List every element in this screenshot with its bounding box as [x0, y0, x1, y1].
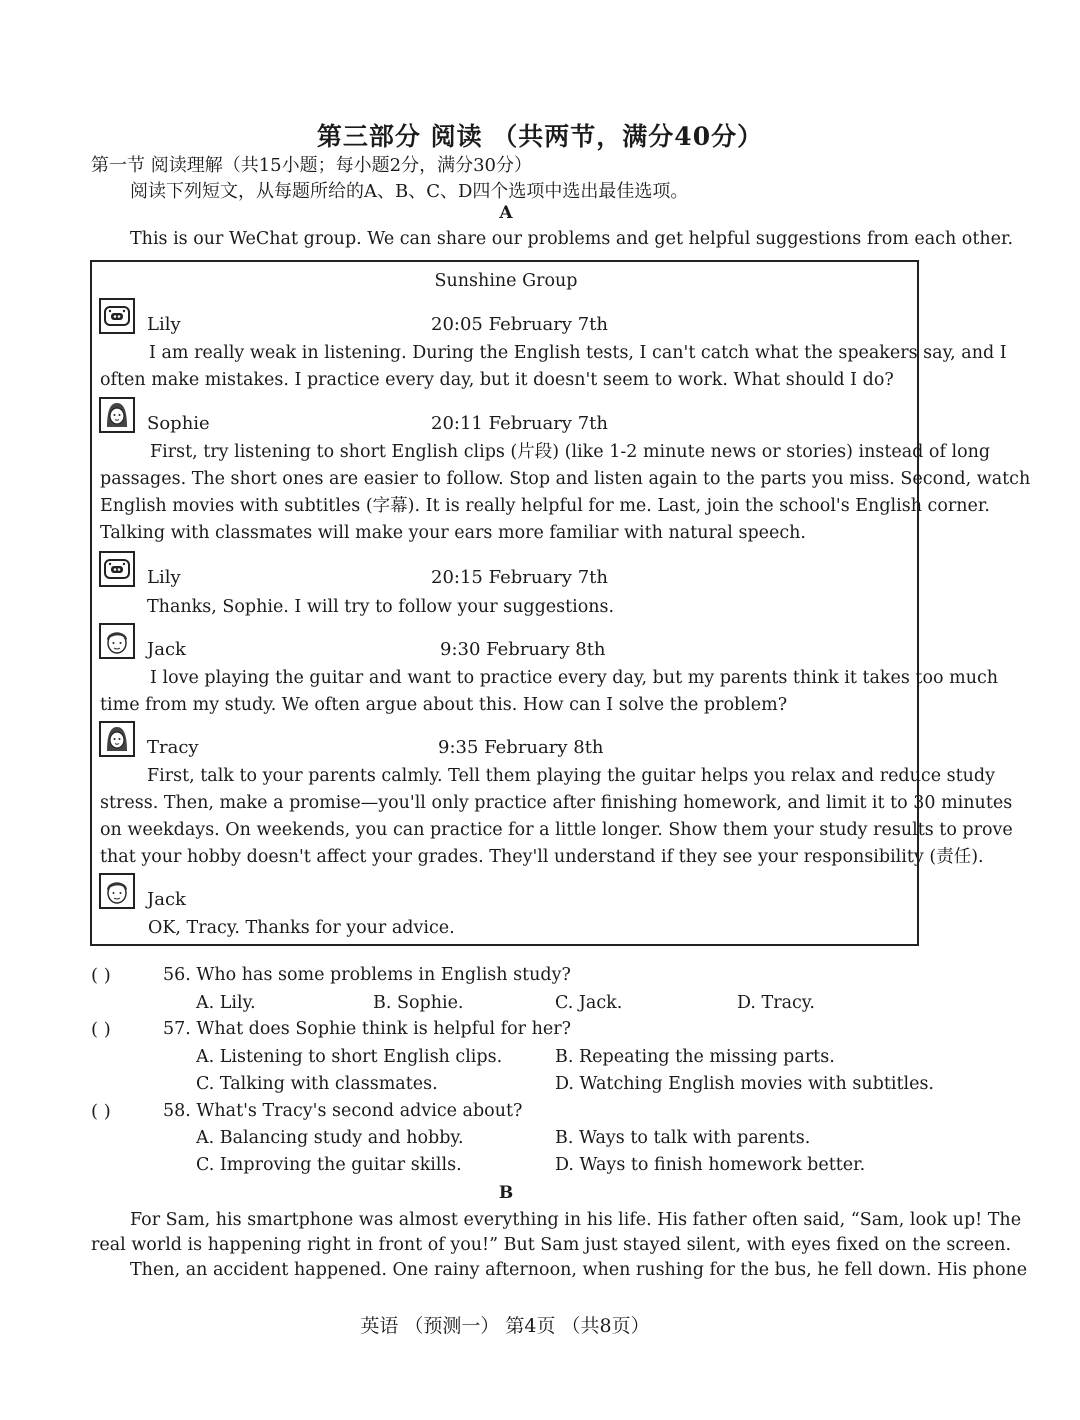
message-body	[100, 439, 1031, 547]
passage-a-letter: A	[499, 203, 513, 223]
option-a[interactable]: A. Lily.	[196, 993, 256, 1013]
chat-group-name: Sunshine Group	[434, 271, 578, 291]
option-d[interactable]: D. Tracy.	[737, 993, 815, 1013]
message-line: I love playing the guitar and want to practice every day, but my parents think it takes too much	[150, 668, 999, 688]
message-body	[100, 665, 999, 719]
passage-line: For Sam, his smartphone was almost everything in his life. His father often said, “Sam, look up! The	[130, 1210, 1022, 1230]
pig-avatar-icon	[99, 298, 135, 334]
option-b[interactable]: B. Ways to talk with parents.	[555, 1128, 811, 1148]
message-sender: Jack	[147, 889, 186, 910]
message-sender: Lily	[147, 314, 181, 335]
answer-blank[interactable]: ( )	[91, 1101, 111, 1122]
message-body	[100, 763, 1013, 871]
girl-avatar-icon	[99, 397, 135, 433]
question-stem: 58. What's Tracy's second advice about?	[163, 1101, 523, 1121]
option-c[interactable]: C. Talking with classmates.	[196, 1074, 438, 1094]
boy-avatar-icon	[99, 873, 135, 909]
section-title: 第三部分 阅读 （共两节，满分40分）	[316, 122, 764, 151]
answer-blank[interactable]: ( )	[91, 1019, 111, 1040]
passage-b-body	[91, 1208, 1028, 1283]
message-line: stress. Then, make a promise—you'll only practice after finishing homework, and limit it to 30 minutes	[100, 793, 1013, 813]
message-body	[100, 594, 912, 621]
pig-avatar-icon	[99, 551, 135, 587]
boy-avatar-icon	[99, 623, 135, 659]
option-a[interactable]: A. Listening to short English clips.	[196, 1047, 503, 1067]
passage-b-letter: B	[498, 1183, 514, 1203]
message-time: 9:30 February 8th	[440, 639, 606, 660]
message-line: that your hobby doesn't affect your grades. They'll understand if they see your responsibility (责任).	[100, 847, 984, 867]
message-time: 20:15 February 7th	[431, 567, 608, 588]
answer-blank[interactable]: ( )	[91, 965, 111, 986]
message-sender: Tracy	[147, 737, 199, 758]
message-line: time from my study. We often argue about this. How can I solve the problem?	[100, 695, 788, 715]
message-line: OK, Tracy. Thanks for your advice.	[148, 918, 455, 938]
passage-line: Then, an accident happened. One rainy afternoon, when rushing for the bus, he fell down. His phone	[130, 1260, 1028, 1280]
message-time: 9:35 February 8th	[438, 737, 604, 758]
option-c[interactable]: C. Improving the guitar skills.	[196, 1155, 462, 1175]
message-sender: Jack	[147, 639, 186, 660]
message-line: Talking with classmates will make your ears more familiar with natural speech.	[100, 523, 806, 543]
message-line: Thanks, Sophie. I will try to follow your suggestions.	[147, 597, 615, 617]
message-body	[100, 340, 1007, 394]
message-body	[100, 915, 912, 942]
question-stem: 57. What does Sophie think is helpful for her?	[163, 1019, 571, 1039]
option-d[interactable]: D. Watching English movies with subtitles.	[555, 1074, 934, 1094]
passage-a-intro: This is our WeChat group. We can share our problems and get helpful suggestions from each other.	[130, 229, 1014, 249]
message-line: on weekdays. On weekends, you can practice for a little longer. Show them your study results to prove	[100, 820, 1013, 840]
instruction-text: 阅读下列短文，从每题所给的A、B、C、D四个选项中选出最佳选项。	[130, 181, 689, 202]
option-b[interactable]: B. Repeating the missing parts.	[555, 1047, 835, 1067]
page-footer: 英语 （预测一） 第4页 （共8页）	[360, 1315, 650, 1337]
option-d[interactable]: D. Ways to finish homework better.	[555, 1155, 866, 1175]
option-c[interactable]: C. Jack.	[555, 993, 623, 1013]
option-b[interactable]: B. Sophie.	[373, 993, 464, 1013]
message-sender: Lily	[147, 567, 181, 588]
message-line: often make mistakes. I practice every day, but it doesn't seem to work. What should I do?	[100, 370, 894, 390]
message-line: English movies with subtitles (字幕). It is really helpful for me. Last, join the school's English corner.	[100, 496, 990, 516]
message-line: First, talk to your parents calmly. Tell them playing the guitar helps you relax and reduce study	[147, 766, 995, 786]
message-sender: Sophie	[147, 413, 210, 434]
passage-line: real world is happening right in front of you!” But Sam just stayed silent, with eyes fixed on the screen.	[91, 1235, 1012, 1255]
subsection-heading: 第一节 阅读理解（共15小题；每小题2分，满分30分）	[91, 155, 532, 176]
message-time: 20:11 February 7th	[431, 413, 608, 434]
message-time: 20:05 February 7th	[431, 314, 608, 335]
message-line: First, try listening to short English clips (片段) (like 1-2 minute news or stories) instead of long	[150, 442, 991, 462]
question-stem: 56. Who has some problems in English study?	[163, 965, 571, 985]
message-line: I am really weak in listening. During the English tests, I can't catch what the speakers say, and I	[149, 343, 1007, 363]
option-a[interactable]: A. Balancing study and hobby.	[196, 1128, 464, 1148]
girl-avatar-icon	[99, 721, 135, 757]
message-line: passages. The short ones are easier to follow. Stop and listen again to the parts you miss. Second, watch	[100, 469, 1031, 489]
